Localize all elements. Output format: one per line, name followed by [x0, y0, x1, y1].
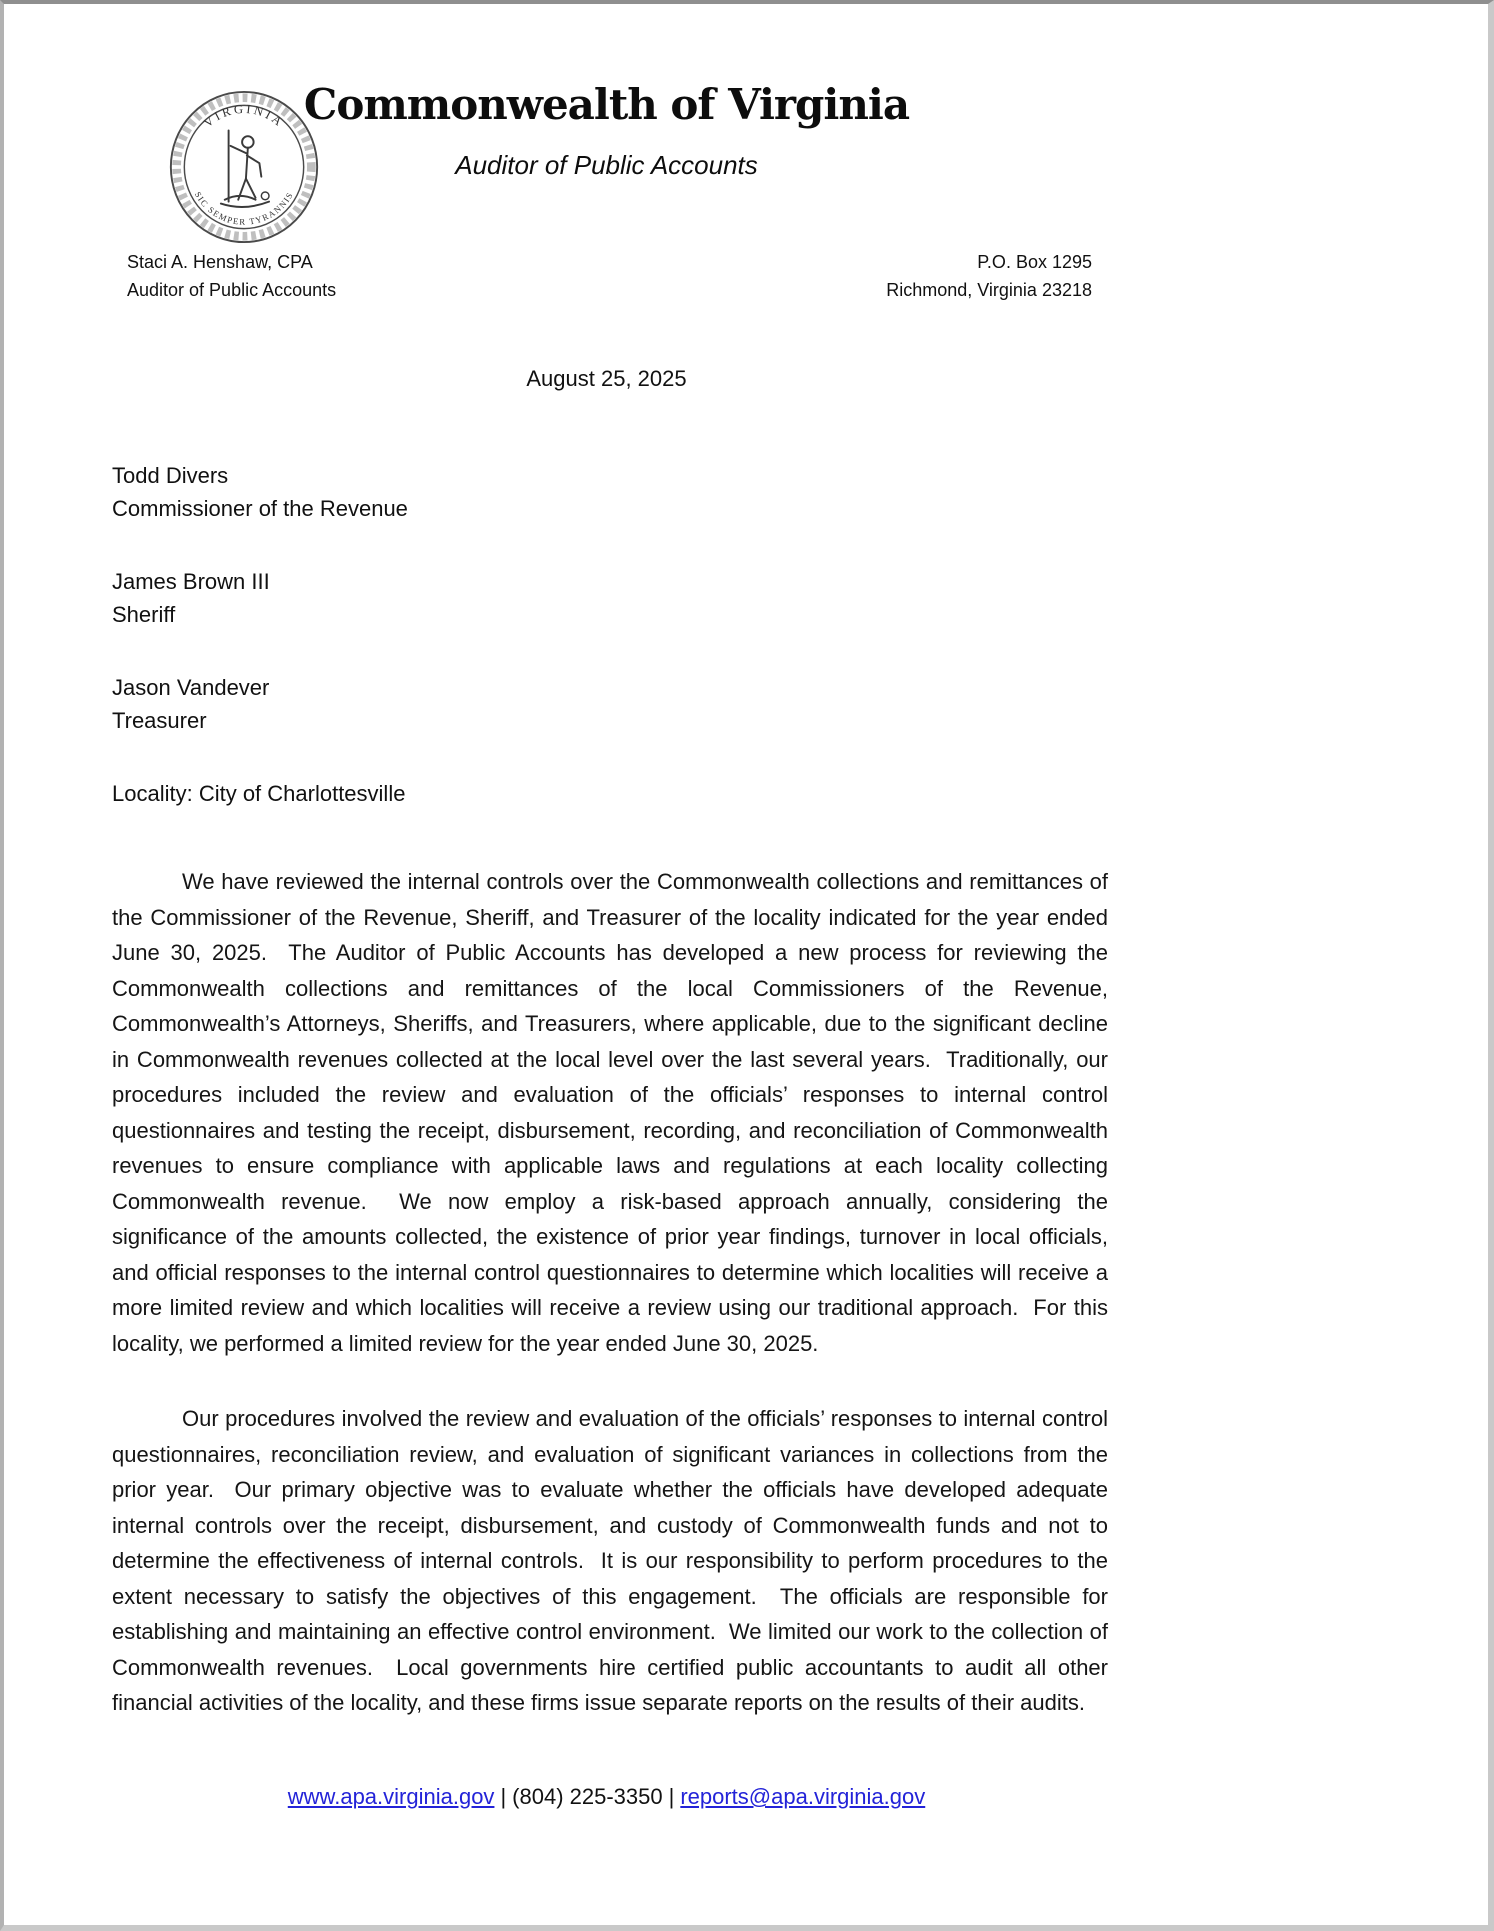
- email-link[interactable]: reports@apa.virginia.gov: [680, 1784, 926, 1809]
- org-title: Commonwealth of Virginia: [303, 80, 910, 129]
- po-box: P.O. Box 1295: [977, 252, 1092, 272]
- website-link[interactable]: www.apa.virginia.gov: [287, 1784, 495, 1809]
- letter-body: [112, 864, 1115, 1721]
- org-subtitle: Auditor of Public Accounts: [455, 150, 758, 180]
- phone-number: (804) 225-3350: [512, 1784, 663, 1809]
- recipient-name: Todd Divers: [112, 463, 229, 488]
- seal-top-text: VIRGINIA: [200, 101, 288, 131]
- body-paragraph-2: Our procedures involved the review and evaluation of the officials’ responses to internal control questionnaires, reconciliation review, and evaluation of significant variances in collections from the prior year. Our primary objective was to evaluate whether the officials have developed adequate internal controls over the receipt, disbursement, and custody of Commonwealth funds and not to determine the effectiveness of internal controls. It is our responsibility to perform procedures to the extent necessary to satisfy the objectives of this engagement. The officials are responsible for establishing and maintaining an effective control environment. We limited our work to the collection of Commonwealth revenues. Local governments hire certified public accountants to audit all other financial activities of the locality, and these firms issue separate reports on the results of their audits.: [112, 1406, 1115, 1715]
- recipient-title: Treasurer: [112, 708, 207, 733]
- auditor-title: Auditor of Public Accounts: [127, 280, 337, 300]
- recipient-block: [112, 565, 408, 631]
- recipient-block: [112, 459, 408, 525]
- recipient-name: James Brown III: [112, 569, 270, 594]
- footer-separator: |: [500, 1784, 507, 1809]
- auditor-name: Staci A. Henshaw, CPA: [127, 252, 313, 272]
- seal-bottom-text: SIC SEMPER TYRANNIS: [192, 189, 296, 227]
- body-paragraph-1: We have reviewed the internal controls over the Commonwealth collections and remittances of the Commissioner of the Revenue, Sheriff, and Treasurer of the locality indicated for the year ended June 30, 2025. The Auditor of Public Accounts has developed a new process for reviewing the Commonwealth collections and remittances of the local Commissioners of the Revenue, Commonwealth’s Attorneys, Sheriffs, and Treasurers, where applicable, due to the significant decline in Commonwealth revenues collected at the local level over the last several years. Traditionally, our procedures included the review and evaluation of the officials’ responses to internal control questionnaires and testing the receipt, disbursement, recording, and reconciliation of Commonwealth revenues to ensure compliance with applicable laws and regulations at each locality collecting Commonwealth revenue. We now employ a risk-based approach annually, considering the significance of the amounts collected, the existence of prior year findings, turnover in local officials, and official responses to the internal control questionnaires to determine which localities will receive a more limited review and which localities will receive a review using our traditional approach. For this locality, we performed a limited review for the year ended June 30, 2025.: [112, 869, 1115, 1356]
- office-address-block: [108, 248, 1092, 304]
- recipient-title: Commissioner of the Revenue: [112, 496, 408, 521]
- recipient-name: Jason Vandever: [112, 675, 270, 700]
- recipient-list: [112, 459, 408, 810]
- letter-footer: [108, 1784, 1105, 1810]
- city-state-zip: Richmond, Virginia 23218: [886, 280, 1092, 300]
- recipient-title: Sheriff: [112, 602, 176, 627]
- locality-line: Locality: City of Charlottesville: [112, 781, 406, 806]
- recipient-block: [112, 671, 408, 737]
- letter-date: August 25, 2025: [526, 366, 687, 391]
- footer-separator: |: [668, 1784, 675, 1809]
